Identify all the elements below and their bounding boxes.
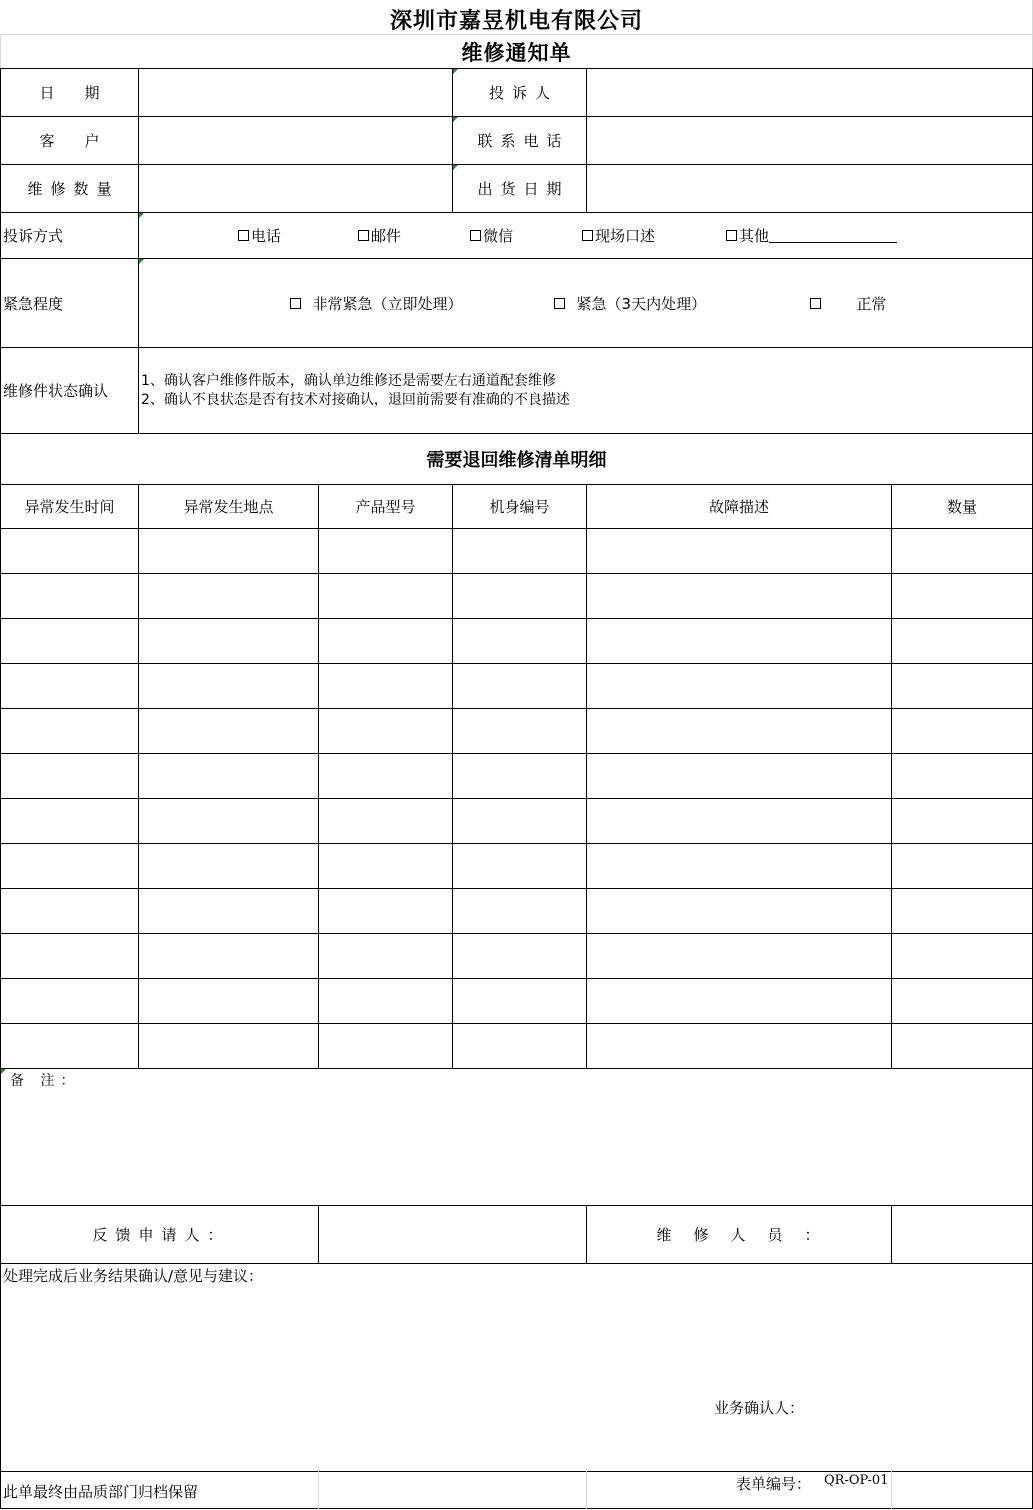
option-normal-label: 正常	[856, 294, 887, 313]
form-number-label: 表单编号：	[736, 1475, 812, 1493]
column-header-fault: 故障描述	[708, 498, 769, 516]
column-header-location: 异常发生地点	[183, 498, 274, 516]
date-label: 日期	[39, 84, 130, 102]
repairer-field[interactable]	[892, 1206, 1032, 1263]
column-header-serial: 机身编号	[489, 498, 550, 516]
checkbox-icon	[726, 230, 737, 241]
status-confirm-line-2: 2、确认不良状态是否有技术对接确认，退回前需要有准确的不良描述	[141, 392, 570, 408]
applicant-label: 反馈申请人：	[92, 1226, 231, 1244]
form-title: 维修通知单	[461, 40, 572, 65]
checkbox-icon	[810, 298, 821, 309]
repairer-label: 维修人员：	[656, 1226, 842, 1244]
option-phone[interactable]	[238, 213, 281, 258]
company-name: 深圳市嘉昱机电有限公司	[389, 7, 643, 34]
table-row[interactable]	[1, 934, 1032, 978]
option-urgent-label: 紧急（3天内处理）	[576, 294, 707, 313]
option-other-label: 其他	[739, 227, 770, 245]
column-header-model: 产品型号	[355, 498, 416, 516]
table-row[interactable]	[1, 979, 1032, 1023]
repair-qty-label: 维修数量	[27, 180, 120, 198]
ship-date-label: 出货日期	[477, 180, 570, 198]
option-email-label: 邮件	[371, 227, 402, 245]
complaint-method-label: 投诉方式	[3, 227, 64, 245]
option-very-urgent[interactable]	[290, 259, 463, 347]
option-normal[interactable]	[810, 259, 886, 347]
table-row[interactable]	[1, 529, 1032, 573]
column-header-qty: 数量	[946, 498, 977, 516]
phone-label: 联系电话	[477, 132, 570, 150]
table-row[interactable]	[1, 619, 1032, 663]
table-row[interactable]	[1, 889, 1032, 933]
status-confirm-label: 维修件状态确认	[3, 382, 109, 400]
checkbox-icon	[554, 298, 565, 309]
table-row[interactable]	[1, 799, 1032, 843]
remarks-label: 备 注：	[10, 1073, 81, 1089]
customer-field[interactable]	[139, 117, 452, 164]
option-onsite[interactable]	[582, 213, 655, 258]
option-other[interactable]	[726, 213, 897, 258]
checkbox-icon	[470, 230, 481, 241]
option-email[interactable]	[358, 213, 401, 258]
option-very-urgent-label: 非常紧急（立即处理）	[312, 294, 463, 313]
column-header-time: 异常发生时间	[24, 498, 115, 516]
table-row[interactable]	[1, 754, 1032, 798]
phone-field[interactable]	[587, 117, 1032, 164]
checkbox-icon	[582, 230, 593, 241]
urgency-label: 紧急程度	[3, 294, 64, 313]
complainant-field[interactable]	[587, 69, 1032, 116]
table-row[interactable]	[1, 844, 1032, 888]
archive-note: 此单最终由品质部门归档保留	[3, 1482, 199, 1501]
form-number: QR-OP-01	[824, 1473, 889, 1488]
applicant-field[interactable]	[319, 1206, 586, 1263]
ship-date-field[interactable]	[587, 165, 1032, 212]
return-list-title: 需要退回维修清单明细	[426, 450, 607, 471]
option-onsite-label: 现场口述	[595, 227, 656, 245]
result-label: 处理完成后业务结果确认/意见与建议：	[3, 1267, 264, 1285]
status-confirm-text	[141, 372, 1021, 416]
status-confirm-line-1: 1、确认客户维修件版本，确认单边维修还是需要左右通道配套维修	[141, 373, 556, 389]
customer-label: 客户	[39, 132, 130, 150]
table-row[interactable]	[1, 574, 1032, 618]
remarks-field[interactable]	[1, 1092, 1032, 1204]
complaint-method-options	[139, 213, 1032, 258]
business-confirmer-label: 业务确认人：	[714, 1399, 805, 1417]
option-phone-label: 电话	[251, 227, 282, 245]
complainant-label: 投诉人	[488, 84, 558, 102]
repair-qty-field[interactable]	[139, 165, 452, 212]
date-field[interactable]	[139, 69, 452, 116]
table-row[interactable]	[1, 709, 1032, 753]
option-wechat[interactable]	[470, 213, 513, 258]
result-field[interactable]	[1, 1288, 1032, 1388]
table-row[interactable]	[1, 1024, 1032, 1068]
urgency-options	[139, 259, 1032, 347]
table-row[interactable]	[1, 664, 1032, 708]
checkbox-icon	[358, 230, 369, 241]
checkbox-icon	[238, 230, 249, 241]
business-confirmer-field[interactable]	[810, 1392, 1025, 1422]
option-urgent[interactable]	[554, 259, 706, 347]
checkbox-icon	[290, 298, 301, 309]
option-wechat-label: 微信	[483, 227, 514, 245]
other-blank-line[interactable]	[769, 228, 897, 243]
